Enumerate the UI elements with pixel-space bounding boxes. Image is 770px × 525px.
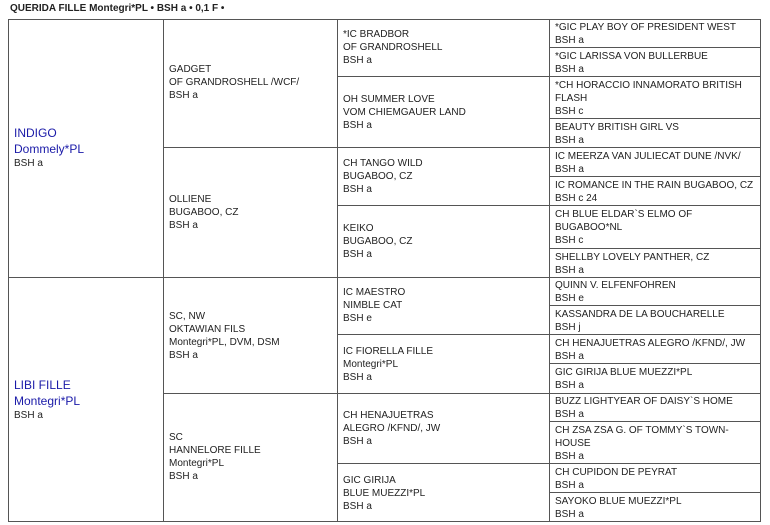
cat-name: HANNELORE FILLE [169, 445, 261, 456]
row-divider [164, 147, 760, 148]
sire-cell [9, 125, 163, 170]
cat-name: ALEGRO /KFND/, JW [343, 423, 441, 434]
ancestor-cell [550, 466, 760, 492]
cat-name: Montegri*PL [343, 359, 399, 370]
cat-name: GIC GIRIJA BLUE MUEZZI*PL [555, 367, 693, 378]
row-divider [550, 421, 760, 422]
grandparent-cell [164, 431, 337, 483]
cat-breed: BSH a [555, 451, 584, 462]
ancestor-cell [550, 208, 760, 247]
row-divider [550, 492, 760, 493]
ancestor-cell [550, 495, 760, 521]
dam-breed: BSH a [14, 410, 43, 421]
row-divider [338, 76, 760, 77]
cat-name: GADGET [169, 64, 212, 75]
cat-breed: BSH a [343, 372, 372, 383]
great-grandparent-cell [338, 222, 549, 261]
cat-breed: BSH a [555, 509, 584, 520]
cat-breed: BSH a [555, 164, 584, 175]
cat-breed: BSH a [555, 64, 584, 75]
cat-name: OKTAWIAN FILS [169, 324, 246, 335]
cat-name: CH ZSA ZSA G. OF TOMMY`S TOWN- [555, 425, 729, 436]
cat-name: IC MEERZA VAN JULIECAT DUNE /NVK/ [555, 151, 741, 162]
cat-breed: BSH c [555, 106, 584, 117]
great-grandparent-cell [338, 286, 549, 325]
cat-breed: BSH a [343, 249, 372, 260]
great-grandparent-cell [338, 28, 549, 67]
ancestor-cell [550, 251, 760, 277]
sire-cattery[interactable]: Dommely*PL [14, 142, 85, 156]
ancestor-cell [550, 366, 760, 392]
cat-name: CH TANGO WILD [343, 158, 423, 169]
cat-breed: BSH a [169, 90, 198, 101]
sire-breed: BSH a [14, 158, 43, 169]
row-divider [550, 47, 760, 48]
cat-name: CH CUPIDON DE PEYRAT [555, 467, 678, 478]
cat-breed: BSH a [169, 350, 198, 361]
row-divider [550, 248, 760, 249]
ancestor-cell [550, 308, 760, 334]
cat-name: OLLIENE [169, 194, 212, 205]
cat-breed: BSH a [343, 436, 372, 447]
cat-name: *GIC LARISSA VON BULLERBUE [555, 51, 708, 62]
cat-name: KEIKO [343, 223, 374, 234]
row-divider [550, 176, 760, 177]
dam-name[interactable]: LIBI FILLE [14, 378, 71, 392]
dam-cell [9, 377, 163, 422]
cat-name: BUGABOO, CZ [343, 171, 413, 182]
cat-name: IC FIORELLA FILLE [343, 346, 434, 357]
cat-name: CH HENAJUETRAS ALEGRO /KFND/, JW [555, 338, 746, 349]
cat-name: IC MAESTRO [343, 287, 406, 298]
cat-breed: BSH a [343, 501, 372, 512]
grandparent-cell [164, 310, 337, 362]
cat-name: FLASH [555, 93, 588, 104]
grandparent-cell [164, 63, 337, 102]
cat-breed: BSH a [555, 265, 584, 276]
cat-breed: BSH a [555, 135, 584, 146]
pedigree-title: QUERIDA FILLE Montegri*PL • BSH a • 0,1 F • [10, 3, 225, 14]
cat-breed: BSH a [169, 220, 198, 231]
great-grandparent-cell [338, 157, 549, 196]
cat-name: CH HENAJUETRAS [343, 410, 434, 421]
cat-breed: BSH a [555, 480, 584, 491]
cat-name: BUGABOO, CZ [169, 207, 239, 218]
cat-name: BUGABOO, CZ [343, 236, 413, 247]
cat-breed: BSH a [555, 380, 584, 391]
cat-name: *GIC PLAY BOY OF PRESIDENT WEST [555, 22, 736, 33]
row-divider [550, 363, 760, 364]
cat-name: VOM CHIEMGAUER LAND [343, 107, 466, 118]
cat-name: BEAUTY BRITISH GIRL VS [555, 122, 679, 133]
great-grandparent-cell [338, 345, 549, 384]
row-divider [338, 205, 760, 206]
cat-name: BUZZ LIGHTYEAR OF DAISY`S HOME [555, 396, 733, 407]
cat-name: OH SUMMER LOVE [343, 94, 435, 105]
great-grandparent-cell [338, 474, 549, 513]
dam-cattery[interactable]: Montegri*PL [14, 394, 81, 408]
great-grandparent-cell [338, 93, 549, 132]
pedigree-table [8, 19, 761, 522]
row-divider [164, 393, 760, 394]
cat-name: BUGABOO*NL [555, 222, 623, 233]
cat-name: OF GRANDROSHELL /WCF/ [169, 77, 300, 88]
cat-breed: BSH a [555, 351, 584, 362]
cat-name: SHELLBY LOVELY PANTHER, CZ [555, 252, 710, 263]
sire-name[interactable]: INDIGO [14, 126, 57, 140]
cat-name: *IC BRADBOR [343, 29, 410, 40]
ancestor-cell [550, 50, 760, 76]
cat-breed: BSH e [555, 293, 584, 304]
great-grandparent-cell [338, 409, 549, 448]
ancestor-cell [550, 79, 760, 118]
cat-breed: BSH c [555, 235, 584, 246]
cat-name: Montegri*PL, DVM, DSM [169, 337, 280, 348]
cat-breed: BSH a [169, 471, 198, 482]
cat-name: GIC GIRIJA [343, 475, 396, 486]
cat-breed: BSH a [555, 409, 584, 420]
cat-name: BLUE MUEZZI*PL [343, 488, 426, 499]
row-divider [338, 334, 760, 335]
cat-name: Montegri*PL [169, 458, 225, 469]
cat-name: OF GRANDROSHELL [343, 42, 443, 53]
cat-breed: BSH a [555, 35, 584, 46]
cat-breed: BSH a [343, 184, 372, 195]
cat-title: SC, NW [169, 311, 206, 322]
ancestor-cell [550, 424, 760, 463]
ancestor-cell [550, 150, 760, 176]
cat-breed: BSH j [555, 322, 581, 333]
cat-name: HOUSE [555, 438, 591, 449]
cat-name: NIMBLE CAT [343, 300, 403, 311]
row-divider [550, 305, 760, 306]
cat-name: *CH HORACCIO INNAMORATO BRITISH [555, 80, 742, 91]
row-divider [550, 118, 760, 119]
cat-name: IC ROMANCE IN THE RAIN BUGABOO, CZ [555, 180, 754, 191]
cat-name: KASSANDRA DE LA BOUCHARELLE [555, 309, 725, 320]
cat-breed: BSH a [343, 55, 372, 66]
ancestor-cell [550, 279, 760, 305]
cat-breed: BSH e [343, 313, 372, 324]
row-divider [338, 463, 760, 464]
cat-title: SC [169, 432, 183, 443]
cat-breed: BSH c 24 [555, 193, 598, 204]
ancestor-cell [550, 121, 760, 147]
cat-name: SAYOKO BLUE MUEZZI*PL [555, 496, 682, 507]
ancestor-cell [550, 21, 760, 47]
cat-breed: BSH a [343, 120, 372, 131]
row-divider [9, 277, 760, 278]
ancestor-cell [550, 395, 760, 421]
ancestor-cell [550, 337, 760, 363]
cat-name: QUINN V. ELFENFOHREN [555, 280, 676, 291]
cat-name: CH BLUE ELDAR`S ELMO OF [555, 209, 693, 220]
ancestor-cell [550, 179, 760, 205]
grandparent-cell [164, 193, 337, 232]
